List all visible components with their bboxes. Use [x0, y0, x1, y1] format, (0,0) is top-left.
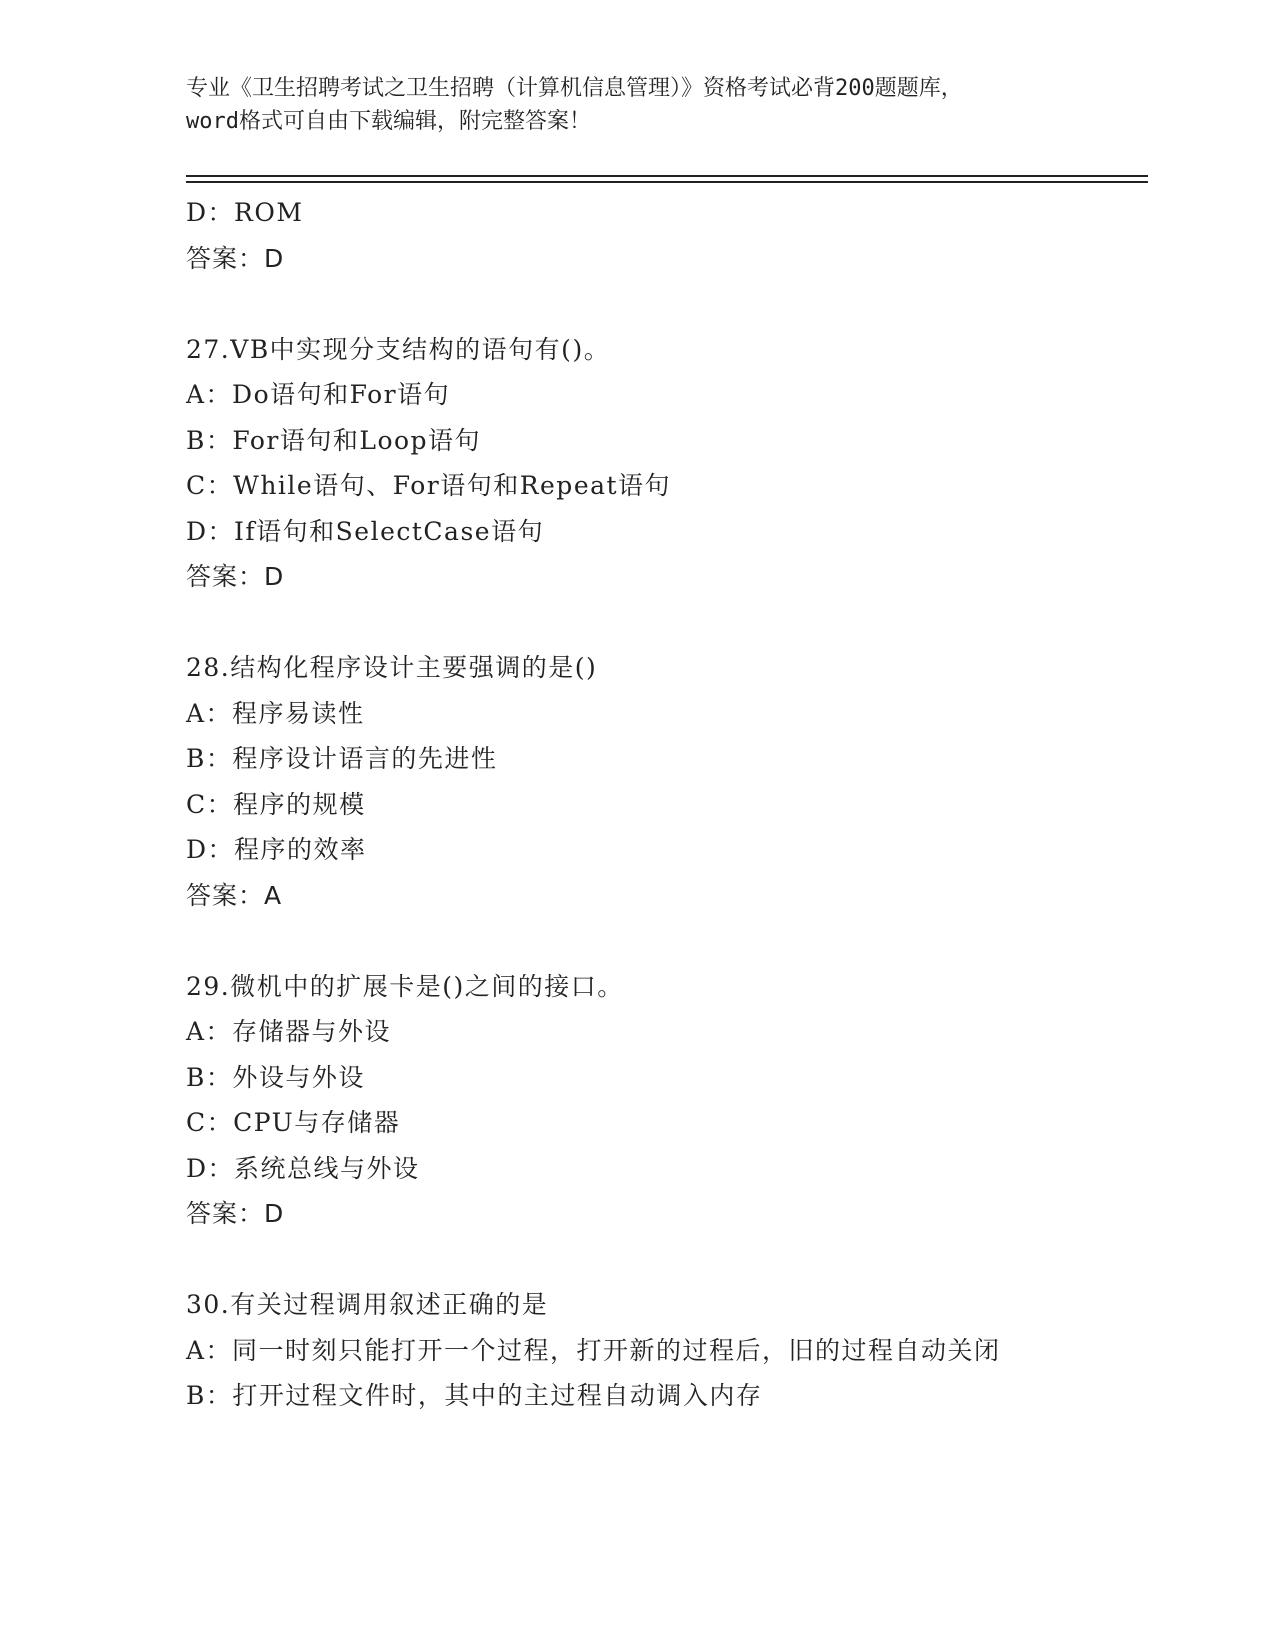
option-a: A：Do语句和For语句: [186, 380, 451, 409]
option-c: C：CPU与存储器: [186, 1108, 401, 1137]
question-30: [186, 1282, 1186, 1419]
answer-line: 答案：D: [186, 1199, 285, 1228]
option-b: B：程序设计语言的先进性: [186, 744, 498, 773]
question-title: 27.VB中实现分支结构的语句有()。: [186, 334, 611, 364]
question-title: 28.结构化程序设计主要强调的是(): [186, 653, 598, 682]
option-a: A：同一时刻只能打开一个过程，打开新的过程后，旧的过程自动关闭: [186, 1335, 1001, 1365]
option-b: B：For语句和Loop语句: [186, 425, 482, 455]
option-d: D：ROM: [186, 198, 304, 227]
spacer: [186, 600, 1186, 646]
option-d: D：程序的效率: [186, 835, 367, 864]
spacer: [186, 1237, 1186, 1283]
answer-line: 答案：A: [186, 880, 283, 910]
question-28: [186, 645, 1186, 918]
option-d: D：If语句和SelectCase语句: [186, 516, 545, 546]
option-b: B：打开过程文件时，其中的主过程自动调入内存: [186, 1381, 763, 1410]
page-header: [186, 72, 1106, 138]
option-a: A：程序易读性: [186, 698, 365, 728]
document-body: [186, 190, 1186, 1419]
previous-question-tail: [186, 190, 1186, 281]
header-divider-top: [186, 175, 1148, 177]
option-a: A：存储器与外设: [186, 1017, 392, 1046]
option-c: C：While语句、For语句和Repeat语句: [186, 471, 672, 500]
option-b: B：外设与外设: [186, 1062, 365, 1092]
spacer: [186, 281, 1186, 327]
question-29: [186, 964, 1186, 1237]
question-27: [186, 327, 1186, 600]
question-title: 29.微机中的扩展卡是()之间的接口。: [186, 971, 624, 1001]
option-c: C：程序的规模: [186, 789, 366, 819]
header-divider-bottom: [186, 181, 1148, 183]
question-title: 30.有关过程调用叙述正确的是: [186, 1290, 549, 1319]
header-title-line-2: word格式可自由下载编辑，附完整答案！: [186, 109, 591, 134]
option-d: D：系统总线与外设: [186, 1153, 420, 1183]
header-title-line-1: 专业《卫生招聘考试之卫生招聘（计算机信息管理）》资格考试必背200题题库，: [186, 76, 963, 101]
answer-line: 答案：D: [186, 243, 285, 273]
answer-line: 答案：D: [186, 562, 285, 591]
spacer: [186, 918, 1186, 964]
